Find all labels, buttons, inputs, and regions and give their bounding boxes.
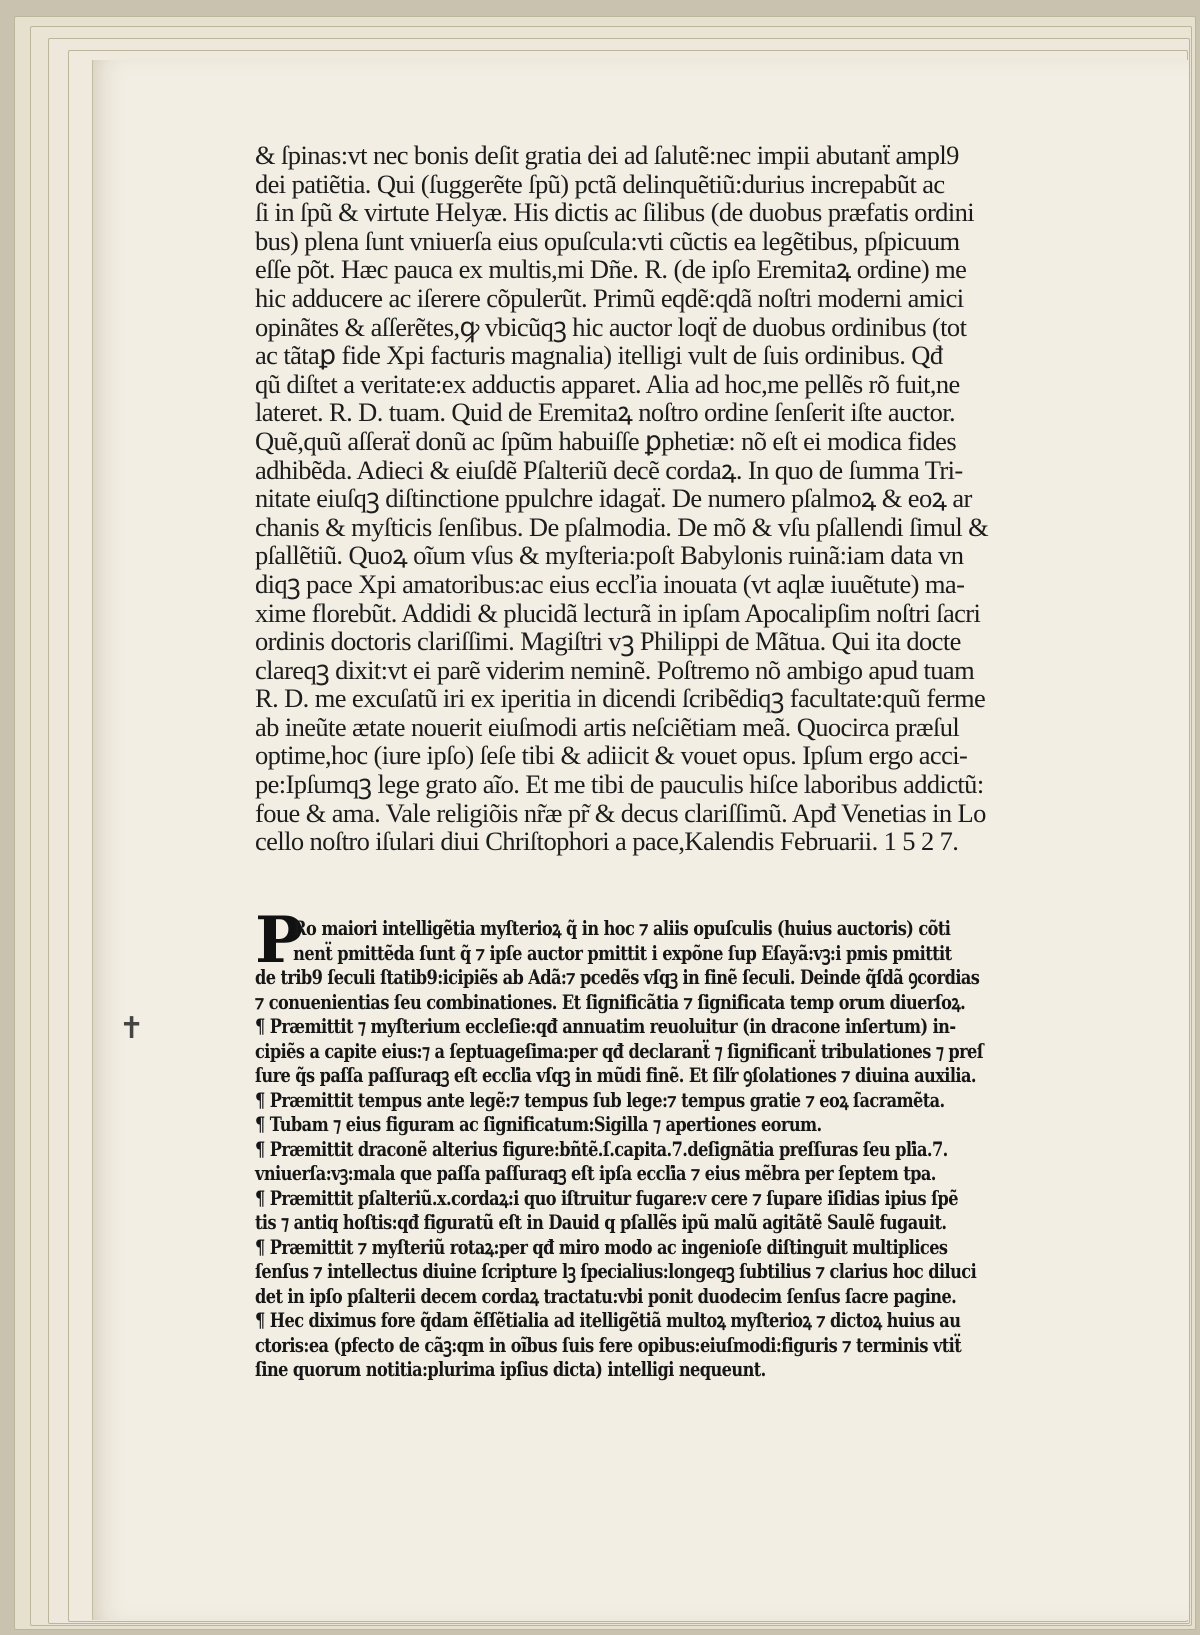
text-line: clareqꝫ dixit:vt ei parẽ viderim neminẽ. Poſtremo nõ ambigo apud tuam <box>255 654 975 685</box>
text-line: & ſpinas:vt nec bonis deſit gratia dei ad ſalutẽ:nec impii abutanẗ ampl9 <box>255 140 959 170</box>
text-line: bus) plena ſunt vniuerſa eius opuſcula:vti cũctis ea legẽtibus, pſpicuum <box>255 225 960 256</box>
text-line: ſi in ſpũ & virtute Helyæ. His dictis ac ſilibus (de duobus præfatis ordini <box>255 197 975 228</box>
drop-cap-initial: P <box>255 903 304 978</box>
text-line: nitate eiuſqꝫ diſtinctione ppulchre idagaẗ. De numero pſalmoꝝ & eoꝝ ar <box>255 483 972 514</box>
commentary-line: ſure q̃s paſſa paſſuraqꝫ eſt eccľia vſqꝫ in mũdi finẽ. Et ſiľr ꝯſolationes ⁊ diuina auxilia. <box>255 1064 976 1087</box>
commentary-line: Ro maiori intelligẽtia myſterioꝝ q̃ in hoc ⁊ aliis opuſculis (huius auctoris) cõti <box>293 917 951 940</box>
commentary-line: ¶ Præmittit ⁊ myſteriũ rotaꝝ:per qđ miro modo ac ingenioſe diſtinguit multiplices <box>255 1235 948 1259</box>
text-line: ac tãtaꝑ fide Xpi facturis magnalia) itelligi vult de ſuis ordinibus. Qđ <box>255 340 943 371</box>
text-line: opinãtes & aſſerẽtes,ꝙ vbicũqꝫ hic auctor loqẗ de duobus ordinibus (tot <box>255 311 967 342</box>
commentary-line: ctoris:ea (pfecto de cãꝫ:qm in oĩbus ſuis fere opibus:eiuſmodi:figuris ⁊ terminis vtiẗ <box>255 1333 962 1357</box>
commentary-line: nenẗ pmittẽda ſunt q̃ ⁊ ipſe auctor pmittit i expõne ſup Eſayã:vꝫ:i pmis pmittit <box>293 941 952 965</box>
commentary-line: det in ipſo pſalterii decem cordaꝝ tractatu:vbi ponit duodecim ſenſus ſacre pagine. <box>255 1284 957 1308</box>
commentary-line: ¶ Præmittit tempus ante legẽ:⁊ tempus ſub lege:⁊ tempus gratie ⁊ eoꝝ ſacramẽta. <box>255 1088 945 1112</box>
text-line: cello noſtro iſulari diui Chriſtophori a pace,Kalendis Februarii. 1 5 2 7. <box>255 826 959 857</box>
text-line: dei patiẽtia. Qui (ſuggerẽte ſpũ) pctã delinquẽtiũ:durius increpabũt ac <box>255 168 945 199</box>
text-line: ordinis doctoris clariſſimi. Magiſtri vꝫ Philippi de Mãtua. Qui ita docte <box>255 626 961 657</box>
commentary-line: tis ⁊ antiq hoſtis:qđ figuratũ eſt in Dauid q pſallẽs ipũ malũ agitãtẽ Saulẽ fugauit. <box>255 1211 947 1234</box>
text-line: lateret. R. D. tuam. Quid de Eremitaꝝ noſtro ordine ſenſerit iſte auctor. <box>255 397 956 428</box>
text-line: ab ineũte ætate nouerit eiuſmodi artis neſciẽtiam meã. Quocirca præſul <box>255 711 960 742</box>
text-line: eſſe põt. Hæc pauca ex multis,mi Dñe. R. (de ipſo Eremitaꝝ ordine) me <box>255 254 967 285</box>
main-text-block <box>255 141 1065 856</box>
commentary-block <box>255 903 1070 1383</box>
commentary-line: ¶ Hec diximus fore q̃dam ẽſſẽtialia ad itelligẽtiã multoꝝ myſterioꝝ ⁊ dictoꝝ huius au <box>255 1309 961 1332</box>
text-line: qũ diſtet a veritate:ex adductis apparet. Alia ad hoc,me pellẽs rõ fuit,ne <box>255 368 960 399</box>
text-line: R. D. me excuſatũ iri ex iperitia in dicendi ſcribẽdiqꝫ facultate:quũ ferme <box>255 683 986 714</box>
text-line: pſallẽtiũ. Quoꝝ oĩum vſus & myſteria:poſt Babylonis ruinã:iam data vn <box>255 540 964 571</box>
commentary-line: vniuerſa:vꝫ:mala que paſſa paſſuraqꝫ eſt ipſa eccľia ⁊ eius mẽbra per ſeptem tpa. <box>255 1162 936 1185</box>
commentary-line: ¶ Præmittit ⁊ myſterium eccleſie:qđ annuatim reuoluitur (in dracone inſertum) in- <box>255 1015 956 1038</box>
commentary-line: de trib9 ſeculi ſtatib9:icipiẽs ab Adã:⁊ pcedẽs vſqꝫ in finẽ ſeculi. Deinde q̃ſdã ꝯcordias <box>255 966 980 989</box>
text-line: xime florebũt. Addidi & plucidã lecturã in ipſam Apocalipſim noſtri ſacri <box>255 597 981 628</box>
text-line: adhibẽda. Adieci & eiuſdẽ Pſalteriũ decẽ cordaꝝ. In quo de ſumma Tri- <box>255 454 963 485</box>
text-line: hic adducere ac iſerere cõpulerũt. Primũ eqdẽ:qdã noſtri moderni amici <box>255 282 964 313</box>
commentary-line: ¶ Præmittit pſalteriũ.x.cordaꝝ:i quo iſtruitur fugare:v cere ⁊ ſupare iſidias ipius ſpẽ <box>255 1186 958 1210</box>
text-line: Quẽ,quũ aſſeraẗ donũ ac ſpũm habuiſſe ꝑphetiæ: nõ eſt ei modica fides <box>255 425 957 456</box>
commentary-line: ſine quorum notitia:plurima ipſius dicta) intelligi nequeunt. <box>255 1358 766 1381</box>
text-line: pe:Ipſumqꝫ lege grato aĩo. Et me tibi de pauculis hiſce laboribus addictũ: <box>255 769 984 800</box>
commentary-line: ¶ Præmittit draconẽ alterius figure:bñtẽ.ſ.capita.7.deſignãtia preſſuras ſeu pľia.7. <box>255 1137 948 1161</box>
commentary-line: cipiẽs a capite eius:⁊ a ſeptuageſima:per qđ declaranẗ ⁊ ſignificanẗ tribulationes ⁊ preſ <box>255 1039 984 1063</box>
gutter-mark-icon: ✝ <box>119 1012 145 1045</box>
commentary-line: ⁊ conuenientias ſeu combinationes. Et ſignificãtia ⁊ ſignificata temp orum diuerſoꝝ. <box>255 990 966 1014</box>
text-line: foue & ama. Vale religiõis nr̃æ pr̃ & decus clariſſimũ. Apđ Venetias in Lo <box>255 797 986 828</box>
text-line: chanis & myſticis ſenſibus. De pſalmodia. De mõ & vſu pſallendi ſimul & <box>255 511 989 542</box>
commentary-line: ſenſus ⁊ intellectus diuine ſcripture lꝫ ſpecialius:longeqꝫ ſubtilius ⁊ clarius hoc diluci <box>255 1260 977 1283</box>
text-line: optime,hoc (iure ipſo) ſeſe tibi & adiicit & vouet opus. Ipſum ergo acci- <box>255 740 968 771</box>
commentary-line: ¶ Tubam ⁊ eius figuram ac ſignificatum:Sigilla ⁊ apertiones eorum. <box>255 1113 822 1136</box>
text-line: diqꝫ pace Xpi amatoribus:ac eius eccľia inouata (vt aqlæ iuuẽtute) ma- <box>255 568 965 599</box>
